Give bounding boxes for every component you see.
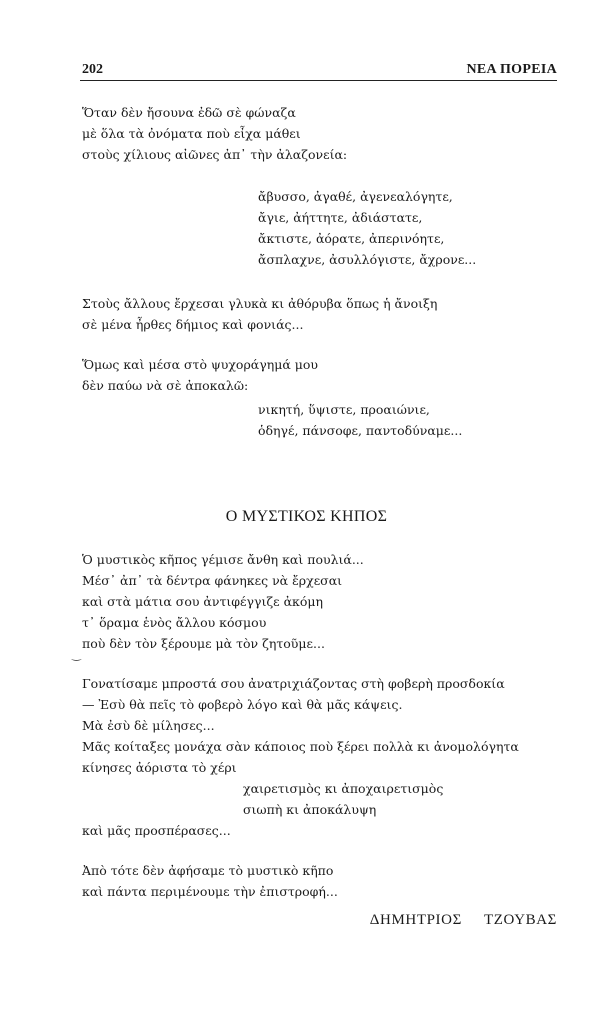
poem-line: ἄβυσσο, ἀγαθέ, ἀγενεαλόγητε, <box>258 189 453 204</box>
poem-line: Μὰ ἐσὺ δὲ μίλησες... <box>82 718 215 733</box>
poem-line: καὶ στὰ μάτια σου ἀντιφέγγιζε ἀκόμη <box>82 594 323 609</box>
poem-line: Ἀπὸ τότε δὲν ἀφήσαμε τὸ μυστικὸ κῆπο <box>82 863 334 878</box>
poem-line: κίνησες ἀόριστα τὸ χέρι <box>82 760 237 775</box>
poem-line: ἄγιε, ἀήττητε, ἀδιάστατε, <box>258 210 423 225</box>
author-name: ΔΗΜΗΤΡΙΟΣ ΤΖΟΥΒΑΣ <box>369 912 557 928</box>
poem-line: ἄκτιστε, ἀόρατε, ἀπερινόητε, <box>258 231 445 246</box>
poem-title: Ο ΜΥΣΤΙΚΟΣ ΚΗΠΟΣ <box>225 508 388 525</box>
poem-line: νικητή, ὕψιστε, προαιώνιε, <box>258 402 430 417</box>
poem-line: — Ἐσὺ θὰ πεῖς τὸ φοβερὸ λόγο καὶ θὰ μᾶς κάψεις. <box>82 697 403 712</box>
poem-line: Ὅμως καὶ μέσα στὸ ψυχοράγημά μου <box>82 357 318 372</box>
poem-line: σιωπὴ κι ἀποκάλυψη <box>243 802 377 817</box>
poem-line: Γονατίσαμε μπροστά σου ἀνατριχιάζοντας στὴ φοβερὴ προσδοκία <box>82 676 505 691</box>
poem-line: καὶ πάντα περιμένουμε τὴν ἐπιστροφή... <box>82 884 338 899</box>
poem-line: στοὺς χίλιους αἰῶνες ἀπ᾿ τὴν ἀλαζονεία: <box>82 147 348 162</box>
journal-title: ΝΕΑ ΠΟΡΕΙΑ <box>466 62 557 77</box>
poem-line: Στοὺς ἄλλους ἔρχεσαι γλυκὰ κι ἀθόρυβα ὅπως ἡ ἄνοιξη <box>82 296 438 311</box>
poem-line: σὲ μένα ἦρθες δήμιος καὶ φονιάς... <box>82 317 304 332</box>
poem-line: μὲ ὅλα τὰ ὀνόματα ποὺ εἶχα μάθει <box>82 126 301 141</box>
poem-line: ἄσπλαχνε, ἀσυλλόγιστε, ἄχρονε... <box>258 252 477 267</box>
poem-line: Ὅταν δὲν ἤσουνα ἐδῶ σὲ φώναζα <box>82 105 296 120</box>
poem-line: Μέσ᾿ ἀπ᾿ τὰ δέντρα φάνηκες νὰ ἔρχεσαι <box>82 573 343 588</box>
page-number: 202 <box>82 62 103 77</box>
poem-line: Ὁ μυστικὸς κῆπος γέμισε ἄνθη καὶ πουλιά... <box>82 552 364 567</box>
header-rule <box>80 80 557 81</box>
poem-line: δὲν παύω νὰ σὲ ἀποκαλῶ: <box>82 378 249 393</box>
poem-line: τ᾿ ὅραμα ἑνὸς ἄλλου κόσμου <box>82 615 267 630</box>
poem-line: χαιρετισμὸς κι ἀποχαιρετισμὸς <box>243 781 444 796</box>
poem-line: ποὺ δὲν τὸν ξέρουμε μὰ τὸν ζητοῦμε... <box>82 636 325 651</box>
poem-line: Μᾶς κοίταξες μονάχα σὰν κάποιος ποὺ ξέρει πολλὰ κι ἀνομολόγητα <box>82 739 519 754</box>
poem-line: ὁδηγέ, πάνσοφε, παντοδύναμε... <box>258 423 463 438</box>
ink-mark: ‿ <box>72 648 81 661</box>
poem-line: καὶ μᾶς προσπέρασες... <box>82 823 231 838</box>
